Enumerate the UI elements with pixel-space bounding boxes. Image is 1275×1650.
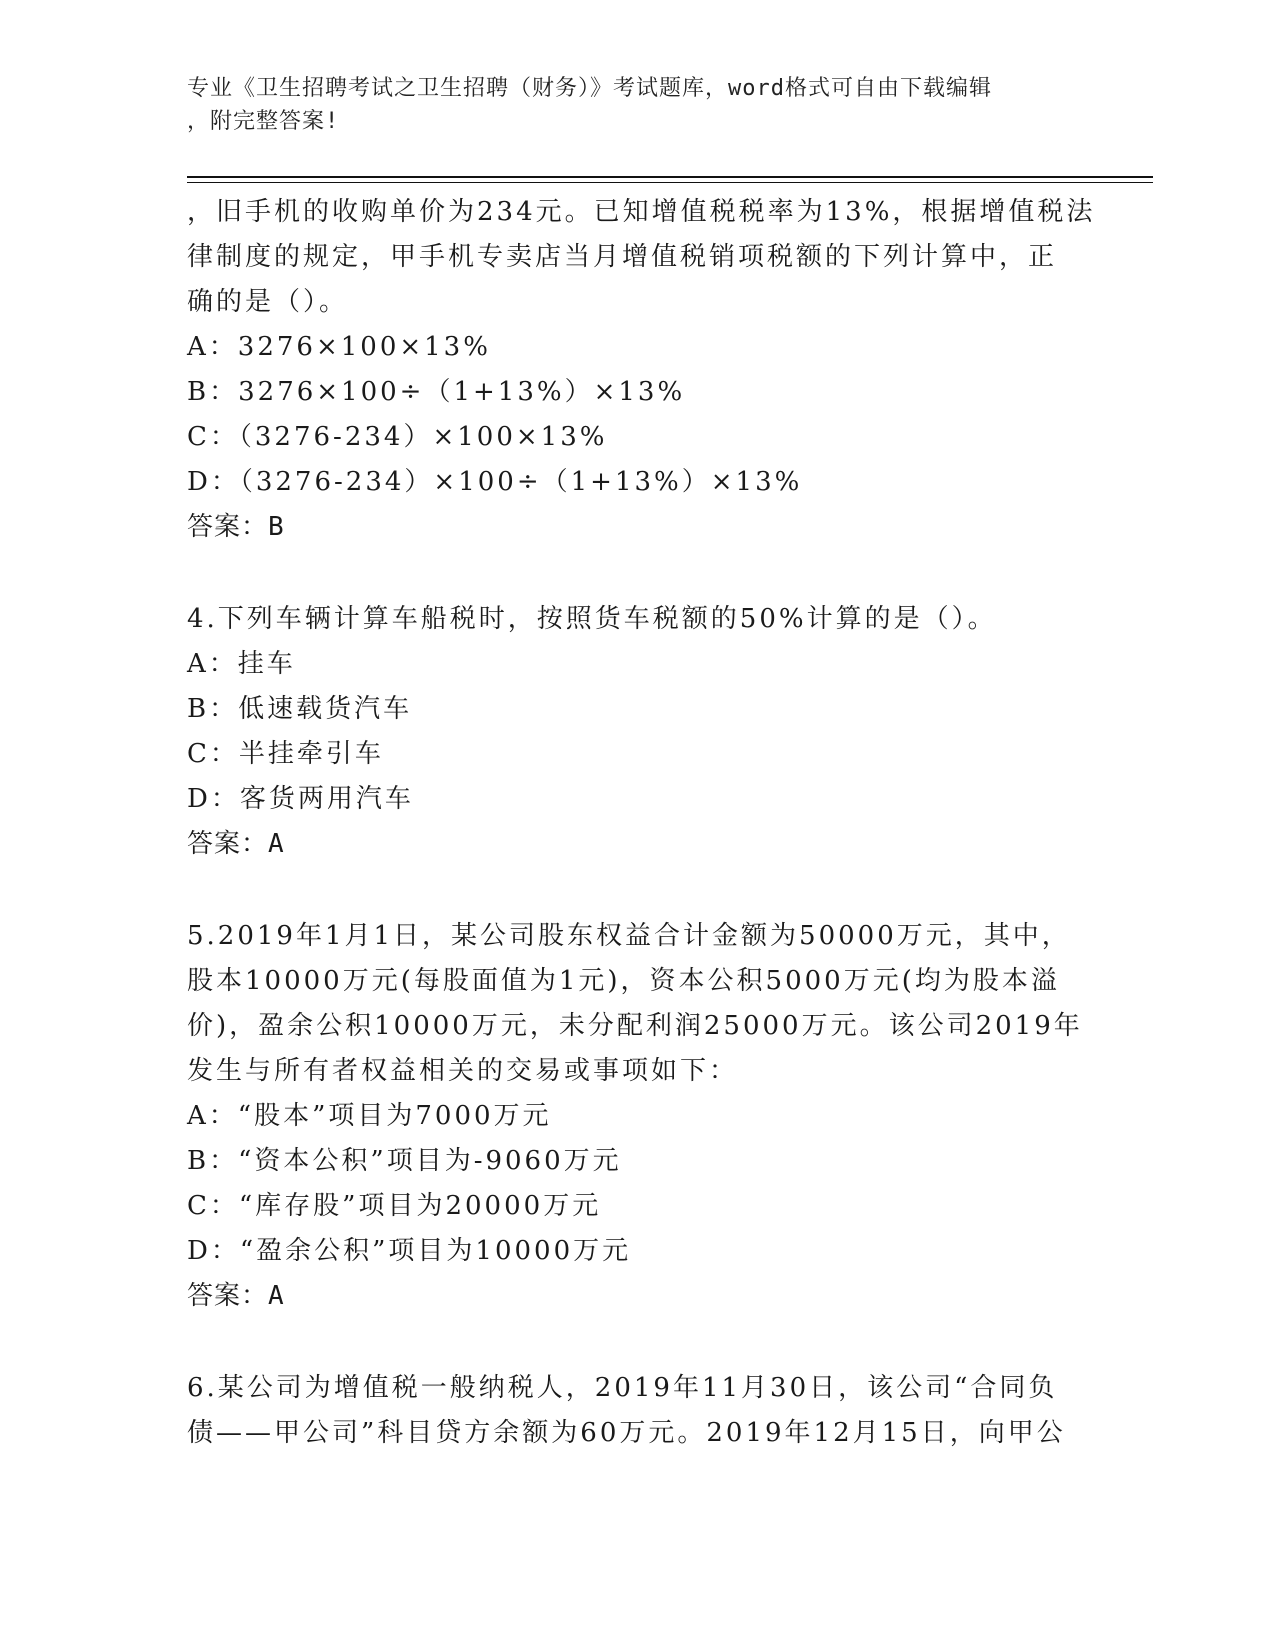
question-5 [187,914,1097,1319]
answer-label: 答案：A [187,829,285,859]
header-rule-thick [187,176,1153,178]
option-c: C：“库存股”项目为20000万元 [187,1191,602,1221]
question-6 [187,1366,1097,1456]
page-header [187,72,1087,138]
question-4 [187,597,1097,867]
option-d: D：（3276-234）×100÷（1+13%）×13% [187,467,803,497]
option-a: A：“股本”项目为7000万元 [187,1101,552,1131]
option-b: B：“资本公积”项目为-9060万元 [187,1146,622,1176]
header-line-2: ，附完整答案! [187,109,340,134]
question-text-line: 债——甲公司”科目贷方余额为60万元。2019年12月15日，向甲公 [187,1418,1066,1448]
question-text-line: 5.2019年1月1日，某公司股东权益合计金额为50000万元，其中， [187,921,1071,951]
question-text-line: 价)，盈余公积10000万元，未分配利润25000万元。该公司2019年 [187,1011,1083,1041]
question-text-line: 确的是（）。 [187,287,349,317]
answer-label: 答案：A [187,1281,285,1311]
header-rule-thin [187,182,1153,183]
question-3 [187,190,1097,550]
question-text-line: 股本10000万元(每股面值为1元)，资本公积5000万元(均为股本溢 [187,966,1060,996]
answer-label: 答案：B [187,512,285,542]
option-d: D：“盈余公积”项目为10000万元 [187,1236,632,1266]
option-a: A：挂车 [187,649,296,679]
question-text-line: 发生与所有者权益相关的交易或事项如下： [187,1056,739,1086]
option-a: A：3276×100×13% [187,332,491,362]
option-c: C：（3276-234）×100×13% [187,422,608,452]
header-line-1: 专业《卫生招聘考试之卫生招聘（财务）》考试题库，word格式可自由下载编辑 [187,76,992,101]
document-body [187,190,1097,1456]
option-c: C：半挂牵引车 [187,739,384,769]
question-text-line: ，旧手机的收购单价为234元。已知增值税税率为13%，根据增值税法 [187,197,1096,227]
question-text-line: 4.下列车辆计算车船税时，按照货车税额的50%计算的是（）。 [187,604,997,634]
question-text-line: 6.某公司为增值税一般纳税人，2019年11月30日，该公司“合同负 [187,1373,1058,1403]
option-b: B：低速载货汽车 [187,694,413,724]
option-d: D：客货两用汽车 [187,784,414,814]
question-text-line: 律制度的规定，甲手机专卖店当月增值税销项税额的下列计算中，正 [187,242,1058,272]
option-b: B：3276×100÷（1+13%）×13% [187,377,686,407]
